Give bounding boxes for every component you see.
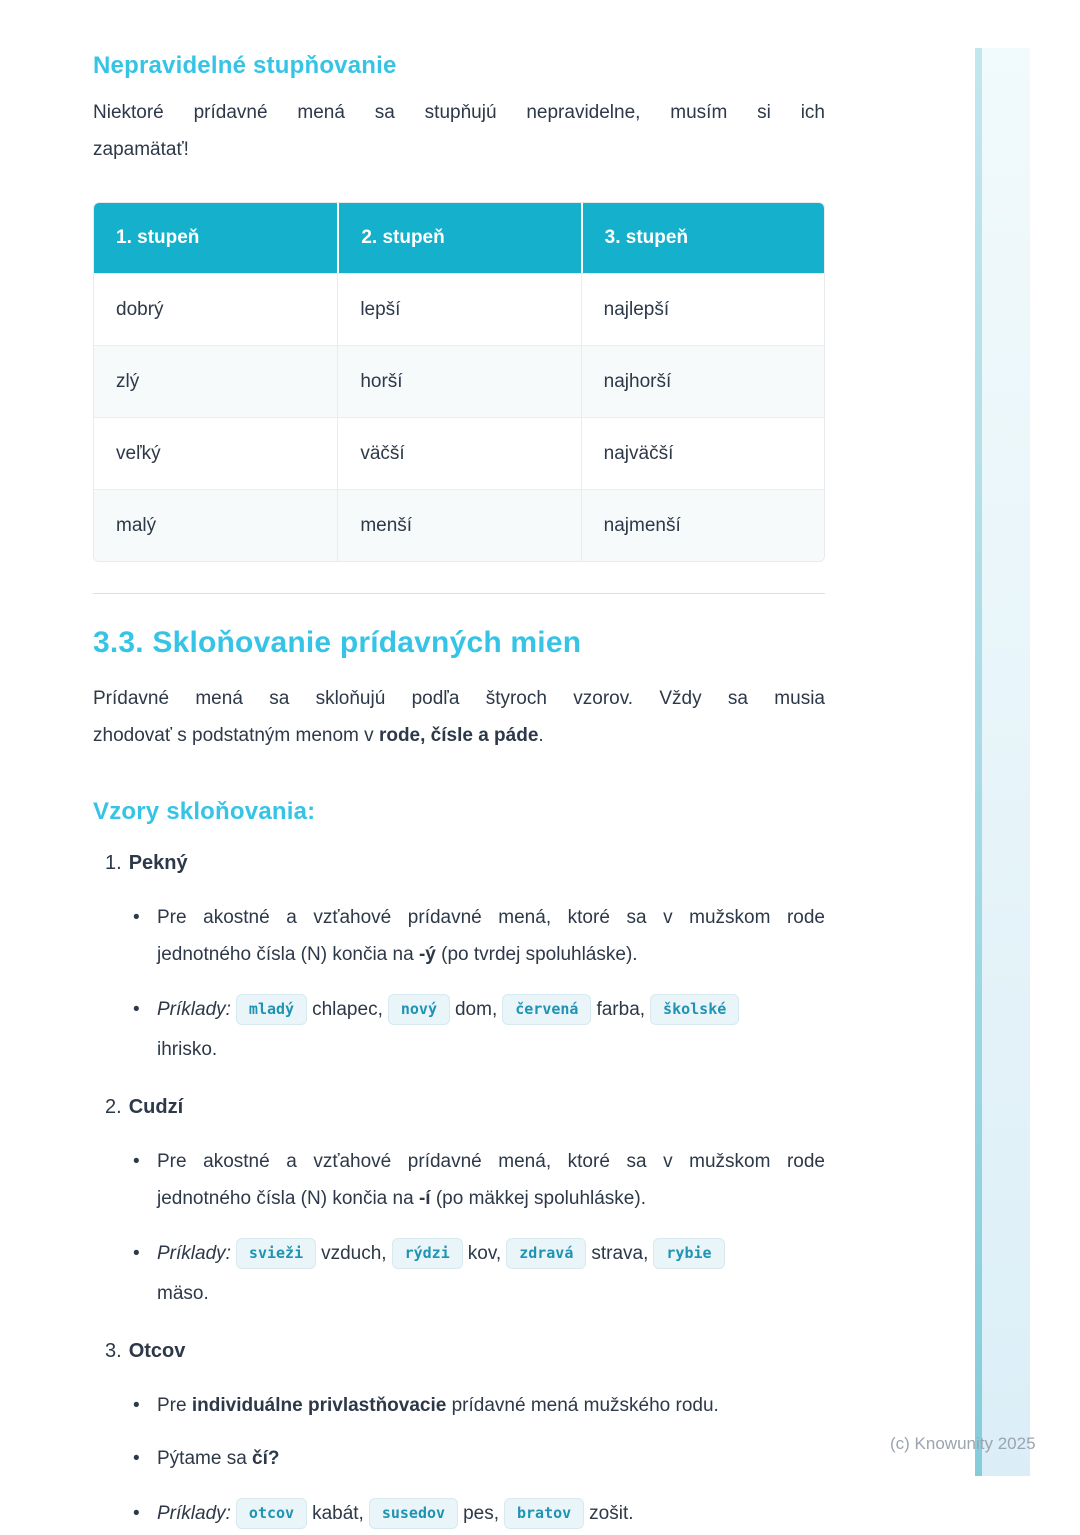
pattern-rule-bullet xyxy=(157,1143,825,1217)
example-noun: strava, xyxy=(591,1243,649,1264)
pattern-rule-bullet xyxy=(157,1387,825,1424)
rule-line xyxy=(157,1180,825,1217)
example-noun: kov, xyxy=(467,1243,502,1264)
paragraph-irregular-intro xyxy=(93,94,825,168)
table-cell: najmenší xyxy=(581,489,824,561)
pattern-question-bullet xyxy=(157,1440,825,1477)
table-cell: dobrý xyxy=(94,273,337,345)
table-cell: zlý xyxy=(94,345,337,417)
pattern-rule-bullet xyxy=(157,899,825,973)
grading-table-head xyxy=(94,203,824,273)
examples-label: Príklady: xyxy=(157,1243,231,1264)
pattern-name: Cudzí xyxy=(128,1096,184,1118)
example-chip: bratov xyxy=(504,1498,584,1529)
table-cell: horší xyxy=(337,345,580,417)
example-noun: chlapec, xyxy=(312,999,383,1020)
text-segment: zhodovať s podstatným menom v xyxy=(93,725,379,746)
example-noun: kabát, xyxy=(312,1503,364,1524)
example-chip: mladý xyxy=(236,994,307,1025)
text-segment: jednotného čísla (N) končia na xyxy=(157,1188,419,1209)
pattern-title xyxy=(93,852,825,875)
example-chip: otcov xyxy=(236,1498,307,1529)
examples-label: Príklady: xyxy=(157,999,231,1020)
decorative-side-stripe xyxy=(975,48,1030,1476)
pattern-examples-bullet xyxy=(157,989,825,1068)
pattern-item-cudzi xyxy=(93,1096,825,1312)
table-cell: väčší xyxy=(337,417,580,489)
example-noun: vzduch, xyxy=(321,1243,387,1264)
paragraph-line: Niektoré prídavné mená sa stupňujú nepravidelne, musím si ich xyxy=(93,102,825,123)
stripe-edge-line xyxy=(975,48,982,1476)
table-row xyxy=(94,489,824,561)
table-cell: menší xyxy=(337,489,580,561)
paragraph-line: Prídavné mená sa skloňujú podľa štyroch vzorov. Vždy sa musia xyxy=(93,688,825,709)
rule-line xyxy=(157,1387,825,1424)
table-row xyxy=(94,345,824,417)
page-content xyxy=(93,0,825,1535)
example-noun: farba, xyxy=(596,999,646,1020)
text-segment: jednotného čísla (N) končia na xyxy=(157,944,419,965)
table-header-cell: 3. stupeň xyxy=(581,203,824,273)
table-cell: malý xyxy=(94,489,337,561)
rule-line: • Pre akostné a vzťahové prídavné mená, ktoré sa v mužskom rode xyxy=(157,1151,825,1172)
heading-declension-patterns: Vzory skloňovania: xyxy=(93,798,316,825)
examples-second-line: mäso. xyxy=(157,1283,209,1304)
question-line xyxy=(157,1440,825,1477)
table-header-row xyxy=(94,203,824,273)
bold-text-segment: čí? xyxy=(252,1448,280,1469)
section-divider xyxy=(93,593,825,594)
pattern-number: 1. xyxy=(105,852,122,874)
paragraph-declension-intro xyxy=(93,680,825,754)
table-row xyxy=(94,273,824,345)
examples-label: Príklady: xyxy=(157,1503,231,1524)
table-header-cell: 1. stupeň xyxy=(94,203,337,273)
example-noun: zošit. xyxy=(589,1503,634,1524)
example-chip: svieži xyxy=(236,1238,316,1269)
heading-irregular-grading: Nepravidelné stupňovanie xyxy=(93,52,397,79)
pattern-title xyxy=(93,1096,825,1119)
bold-suffix: -í xyxy=(418,1188,431,1209)
text-segment: Pre xyxy=(157,1395,192,1416)
example-chip: rýdzi xyxy=(392,1238,463,1269)
paragraph-line: zapamätať! xyxy=(93,139,189,160)
example-chip: susedov xyxy=(369,1498,458,1529)
table-cell: najhorší xyxy=(581,345,824,417)
bold-suffix: -ý xyxy=(418,944,436,965)
table-cell: veľký xyxy=(94,417,337,489)
grading-table xyxy=(93,202,825,562)
pattern-name: Otcov xyxy=(128,1340,186,1362)
pattern-examples-bullet xyxy=(157,1233,825,1312)
table-cell: lepší xyxy=(337,273,580,345)
rule-line: • Pre akostné a vzťahové prídavné mená, ktoré sa v mužskom rode xyxy=(157,907,825,928)
pattern-title xyxy=(93,1340,825,1363)
paragraph-line xyxy=(93,717,825,754)
example-chip: nový xyxy=(388,994,450,1025)
text-segment: Pýtame sa xyxy=(157,1448,253,1469)
table-cell: najlepší xyxy=(581,273,824,345)
text-segment: . xyxy=(538,725,544,746)
example-noun: dom, xyxy=(454,999,498,1020)
examples-second-line: ihrisko. xyxy=(157,1039,218,1060)
bold-text-segment: individuálne privlastňovacie xyxy=(191,1395,447,1416)
example-chip: rybie xyxy=(653,1238,724,1269)
bold-text-segment: rode, čísle a páde xyxy=(378,725,539,746)
pattern-number: 3. xyxy=(105,1340,122,1362)
grading-table-body xyxy=(94,273,824,561)
table-cell: najväčší xyxy=(581,417,824,489)
footer-credit: (c) Knowunity 2025 xyxy=(890,1434,1036,1453)
pattern-name: Pekný xyxy=(128,852,188,874)
example-chip: zdravá xyxy=(506,1238,586,1269)
text-segment: (po tvrdej spoluhláske). xyxy=(435,944,638,965)
text-segment: (po mäkkej spoluhláske). xyxy=(430,1188,646,1209)
pattern-examples-bullet xyxy=(157,1493,825,1535)
table-header-cell: 2. stupeň xyxy=(337,203,580,273)
pattern-item-pekny xyxy=(93,852,825,1068)
pattern-item-otcov xyxy=(93,1340,825,1535)
heading-declension-section: 3.3. Skloňovanie prídavných mien xyxy=(93,626,582,659)
table-row xyxy=(94,417,824,489)
pattern-number: 2. xyxy=(105,1096,122,1118)
example-noun: pes, xyxy=(463,1503,499,1524)
rule-line xyxy=(157,936,825,973)
example-chip: školské xyxy=(650,994,739,1025)
example-chip: červená xyxy=(502,994,591,1025)
text-segment: prídavné mená mužského rodu. xyxy=(446,1395,719,1416)
